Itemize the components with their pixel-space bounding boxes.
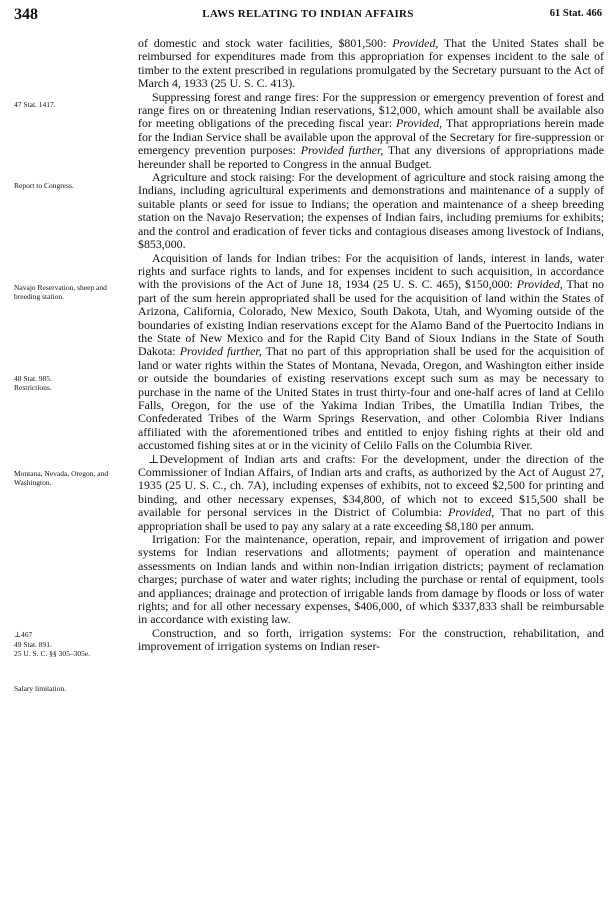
margin-note-49-stat: 49 Stat. 891. bbox=[14, 640, 52, 649]
margin-note-47-stat: 47 Stat. 1417. bbox=[14, 100, 56, 109]
margin-note-48-stat: 48 Stat. 985. bbox=[14, 374, 52, 383]
paragraph-construction: Construction, and so forth, irrigation systems: For the construction, rehabilitation, and improvement of irrigation systems on Indian reser- bbox=[138, 625, 604, 654]
margin-note-page-mark: ⊥467 bbox=[14, 630, 33, 639]
paragraph-forest-fires: Suppressing forest and range fires: For the suppression or emergency prevention of forest and range fires on or threatening Indian reservations, $12,000, which amount shall be available also for meeting obligations of the preceding fiscal year: Provided, That appropriations herein made for the Indian Service shall be available upon the approval of the Secretary for fire-suppression or emergency prevention purposes: Provided further, That any diversions of appropriations made hereunder shall be reported to Congress in the annual Budget. bbox=[138, 89, 604, 171]
running-header bbox=[14, 6, 602, 24]
margin-note-usc: 25 U. S. C. §§ 305–305e. bbox=[14, 649, 91, 658]
body-text bbox=[138, 37, 604, 895]
margin-note-navajo: Navajo Reservation, sheep and breeding station. bbox=[14, 283, 107, 301]
paragraph-agriculture: Agriculture and stock raising: For the development of agriculture and stock raising among the Indians, including agricultural experiments and demonstrations and maintenance of a supply of suitable plants or seed for issue to Indians; the operation and maintenance of a sheep breeding station on the Navajo Reservation; the expenses of Indian fairs, including premiums for exhibits; and the control and eradication of fever ticks and contagious diseases among livestock of Indians, $853,000. bbox=[138, 170, 604, 252]
statute-reference: 61 Stat. 466 bbox=[549, 8, 602, 19]
paragraph-stock-water: of domestic and stock water facilities, $801,500: Provided, That the United States shall be reimbursed for expenditures made from this appropriation for expenses incident to the sale of timber to the extent prescribed in regulations promulgated by the Secretary pursuant to the Act of March 4, 1933 (25 U. S. C. 413). bbox=[138, 37, 604, 91]
margin-note-report: Report to Congress. bbox=[14, 181, 74, 190]
margin-note-states: Montana, Nevada, Oregon, and Washington. bbox=[14, 469, 109, 487]
margin-note-salary: Salary limitation. bbox=[14, 684, 67, 693]
paragraph-irrigation: Irrigation: For the maintenance, operation, repair, and improvement of irrigation and power systems for Indian reservations and allotments; payment of operation and maintenance assessments on Indian lands and within non-Indian irrigation districts; payment of reclamation charges; purchase of water and water rights; including the purchase or rental of equipment, tools and appliances; drainage and protection of irrigable lands from damage by floods or loss of water rights; and for all other necessary expenses, $406,000, of which $337,833 shall be reimbursable in accordance with existing law. bbox=[138, 532, 604, 627]
margin-note-restrictions: Restrictions. bbox=[14, 383, 52, 392]
running-title: LAWS RELATING TO INDIAN AFFAIRS bbox=[202, 8, 414, 20]
page-number: 348 bbox=[14, 6, 38, 23]
paragraph-arts-crafts: ⊥Development of Indian arts and crafts: For the development, under the direction of the Commissioner of Indian Affairs, of Indian arts and crafts, as authorized by the Act of August 27, 1935 (25 U. S. C., ch. 7A), including expenses of exhibits, not to exceed $2,500 for printing and binding, and other necessary expenses, $34,800, of which not to exceed $15,500 shall be available for personal services in the District of Columbia: Provided, That no part of this appropriation shall be used to pay any salary at a rate exceeding $8,180 per annum. bbox=[138, 451, 604, 533]
page-break-mark: ⊥ bbox=[148, 451, 160, 466]
paragraph-land-acquisition: Acquisition of lands for Indian tribes: For the acquisition of lands, interest in lands, water rights and surface rights to lands, and for expenses incident to such acquisition, in accordance with the provisions of the Act of June 18, 1934 (25 U. S. C. 465), $150,000: Provided, That no part of the sum herein appropriated shall be used for the acquisition of land within the States of Arizona, California, Colorado, New Mexico, South Dakota, Utah, and Wyoming outside of the boundaries of existing Indian reservations except for the Alamo Band of the Puertocito Indians in the State of New Mexico and for the Rapid City Band of Sioux Indians in the State of South Dakota: Provided further, That no part of this appropriation shall be used for the acquisition of land or water rights within the States of Montana, Nevada, Oregon, and Washington either inside or outside the boundaries of existing reservations except such sum as may be necessary to purchase in the name of the United States in trust thirty-four and one-half acres of land at Celilo Falls, Oregon, for the use of the Yakima Indian Tribes, the Umatilla Indian Tribes, the Confederated Tribes of the Warm Springs Reservation, and other Colombia River Indians affiliated with the aforementioned tribes and entitled to enjoy fishing rights at their old and accustomed fishing sites at or in the vicinity of Celilo Falls on the Columbia River. bbox=[138, 250, 604, 453]
